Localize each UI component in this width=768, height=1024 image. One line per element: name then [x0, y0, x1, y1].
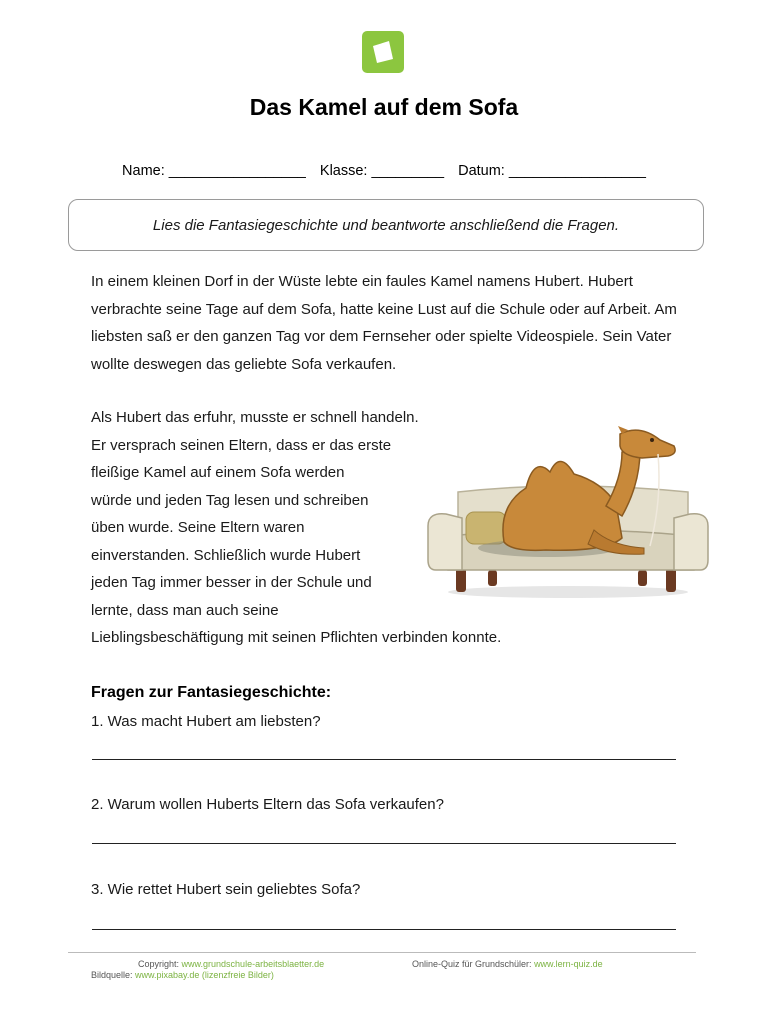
- quiz-link[interactable]: www.lern-quiz.de: [534, 959, 603, 969]
- story-line: jeden Tag immer besser in der Schule und: [91, 574, 372, 591]
- story-paragraph-1: In einem kleinen Dorf in der Wüste lebte ein faules Kamel namens Hubert. Hubert verbrachte seine Tage auf dem Sofa, hatte keine Lust auf die Schule oder auf Arbeit. Am liebsten saß er den ganzen Tag vor dem Fernseher oder spielte Videospiele. Sein Vater wollte deswegen das geliebte Sofa verkaufen.: [91, 273, 677, 373]
- instruction-box: [68, 199, 704, 251]
- answer-line-2[interactable]: [92, 843, 676, 844]
- answer-line-1[interactable]: [92, 759, 676, 760]
- camel-on-sofa-illustration: [426, 420, 710, 600]
- footer-quiz: [412, 959, 603, 969]
- answer-line-3[interactable]: [92, 929, 676, 930]
- image-source-link[interactable]: www.pixabay.de (lizenzfreie Bilder): [135, 970, 274, 980]
- question-1: 1. Was macht Hubert am liebsten?: [91, 713, 321, 730]
- image-source-label: Bildquelle:: [91, 970, 136, 980]
- class-field[interactable]: Klasse: _________: [319, 163, 445, 179]
- question-2: 2. Warum wollen Huberts Eltern das Sofa verkaufen?: [91, 796, 444, 813]
- page-title: Das Kamel auf dem Sofa: [249, 94, 519, 120]
- questions-heading: Fragen zur Fantasiegeschichte:: [91, 684, 332, 701]
- copyright-link[interactable]: www.grundschule-arbeitsblaetter.de: [181, 959, 325, 969]
- logo: [362, 31, 404, 73]
- story-line: einverstanden. Schließlich wurde Hubert: [91, 546, 361, 564]
- copyright-label: Copyright:: [138, 959, 182, 969]
- story-line: Er versprach seinen Eltern, dass er das erste: [91, 436, 392, 454]
- story-line: fleißige Kamel auf einem Sofa werden: [91, 464, 345, 481]
- quiz-label: Online-Quiz für Grundschüler:: [412, 959, 535, 969]
- footer-divider: [68, 952, 696, 953]
- paper-sheet-icon: [362, 31, 404, 73]
- story-line: Lieblingsbeschäftigung mit seinen Pflichten verbinden konnte.: [91, 629, 502, 646]
- date-field[interactable]: Datum: _________________: [458, 163, 646, 179]
- question-3: 3. Wie rettet Hubert sein geliebtes Sofa?: [91, 881, 361, 898]
- footer-image-source: [91, 970, 274, 980]
- story-line: würde und jeden Tag lesen und schreiben: [91, 491, 369, 509]
- student-info-line: [0, 163, 768, 179]
- footer-copyright: [138, 959, 324, 969]
- name-field[interactable]: Name: _________________: [122, 163, 306, 179]
- story-line: Als Hubert das erfuhr, musste er schnell handeln.: [91, 409, 419, 426]
- story-line: lernte, dass man auch seine: [91, 601, 279, 619]
- story-line: üben wurde. Seine Eltern waren: [91, 519, 305, 536]
- instruction-text: Lies die Fantasiegeschichte und beantworte anschließend die Fragen.: [152, 216, 620, 234]
